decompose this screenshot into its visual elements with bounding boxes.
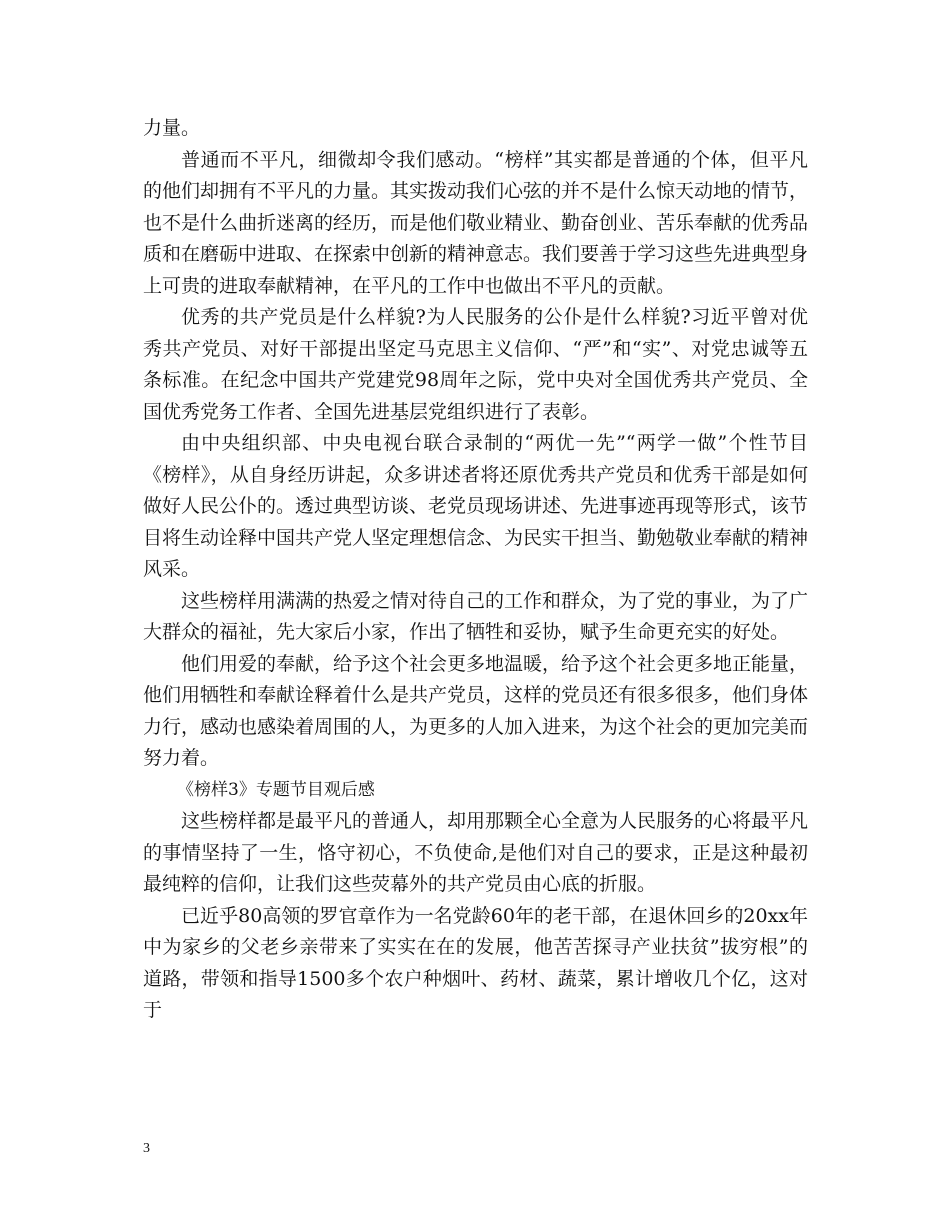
paragraph: 已近乎80高领的罗官章作为一名党龄60年的老干部，在退休回乡的20xx年中为家乡的父老乡亲带来了实实在在的发展，他苦苦探寻产业扶贫”拔穷根”的道路，带领和指导1500多个农户种烟叶、药材、蔬菜，累计增收几个亿，这对于 bbox=[143, 904, 808, 1021]
section-heading: 《榜样3》专题节目观后感 bbox=[177, 779, 375, 800]
page-number: 3 bbox=[143, 1141, 150, 1156]
paragraph: 这些榜样都是最平凡的普通人，却用那颗全心全意为人民服务的心将最平凡的事情坚持了一生，恪守初心，不负使命,是他们对自己的要求，正是这种最初最纯粹的信仰，让我们这些荧幕外的共产党员由心底的折服。 bbox=[143, 810, 809, 895]
paragraph: 优秀的共产党员是什么样貌?为人民服务的公仆是什么样貌?习近平曾对优秀共产党员、对好干部提出坚定马克思主义信仰、“严”和“实”、对党忠诚等五条标准。在纪念中国共产党建党98周年之际，党中央对全国优秀共产党员、全国优秀党务工作者、全国先进基层党组织进行了表彰。 bbox=[143, 306, 808, 423]
paragraph-continuation: 力量。 bbox=[143, 117, 201, 139]
document-body bbox=[143, 113, 808, 1027]
paragraph: 由中央组织部、中央电视台联合录制的“两优一先”“两学一做”个性节目《榜样》，从自身经历讲起，众多讲述者将还原优秀共产党员和优秀干部是如何做好人民公仆的。透过典型访谈、老党员现场讲述、先进事迹再现等形式，该节目将生动诠释中国共产党人坚定理想信念、为民实干担当、勤勉敬业奉献的精神风采。 bbox=[143, 432, 809, 580]
paragraph: 他们用爱的奉献，给予这个社会更多地温暖，给予这个社会更多地正能量，他们用牺牲和奉献诠释着什么是共产党员，这样的党员还有很多很多，他们身体力行，感动也感染着周围的人，为更多的人加入进来，为这个社会的更加完美而努力着。 bbox=[143, 652, 809, 769]
paragraph: 普通而不平凡，细微却令我们感动。“榜样”其实都是普通的个体，但平凡的他们却拥有不平凡的力量。其实拨动我们心弦的并不是什么惊天动地的情节，也不是什么曲折迷离的经历，而是他们敬业精业、勤奋创业、苦乐奉献的优秀品质和在磨砺中进取、在探索中创新的精神意志。我们要善于学习这些先进典型身上可贵的进取奉献精神，在平凡的工作中也做出不平凡的贡献。 bbox=[143, 148, 809, 297]
paragraph: 这些榜样用满满的热爱之情对待自己的工作和群众，为了党的事业，为了广大群众的福祉，先大家后小家，作出了牺牲和妥协，赋予生命更充实的好处。 bbox=[143, 589, 809, 643]
